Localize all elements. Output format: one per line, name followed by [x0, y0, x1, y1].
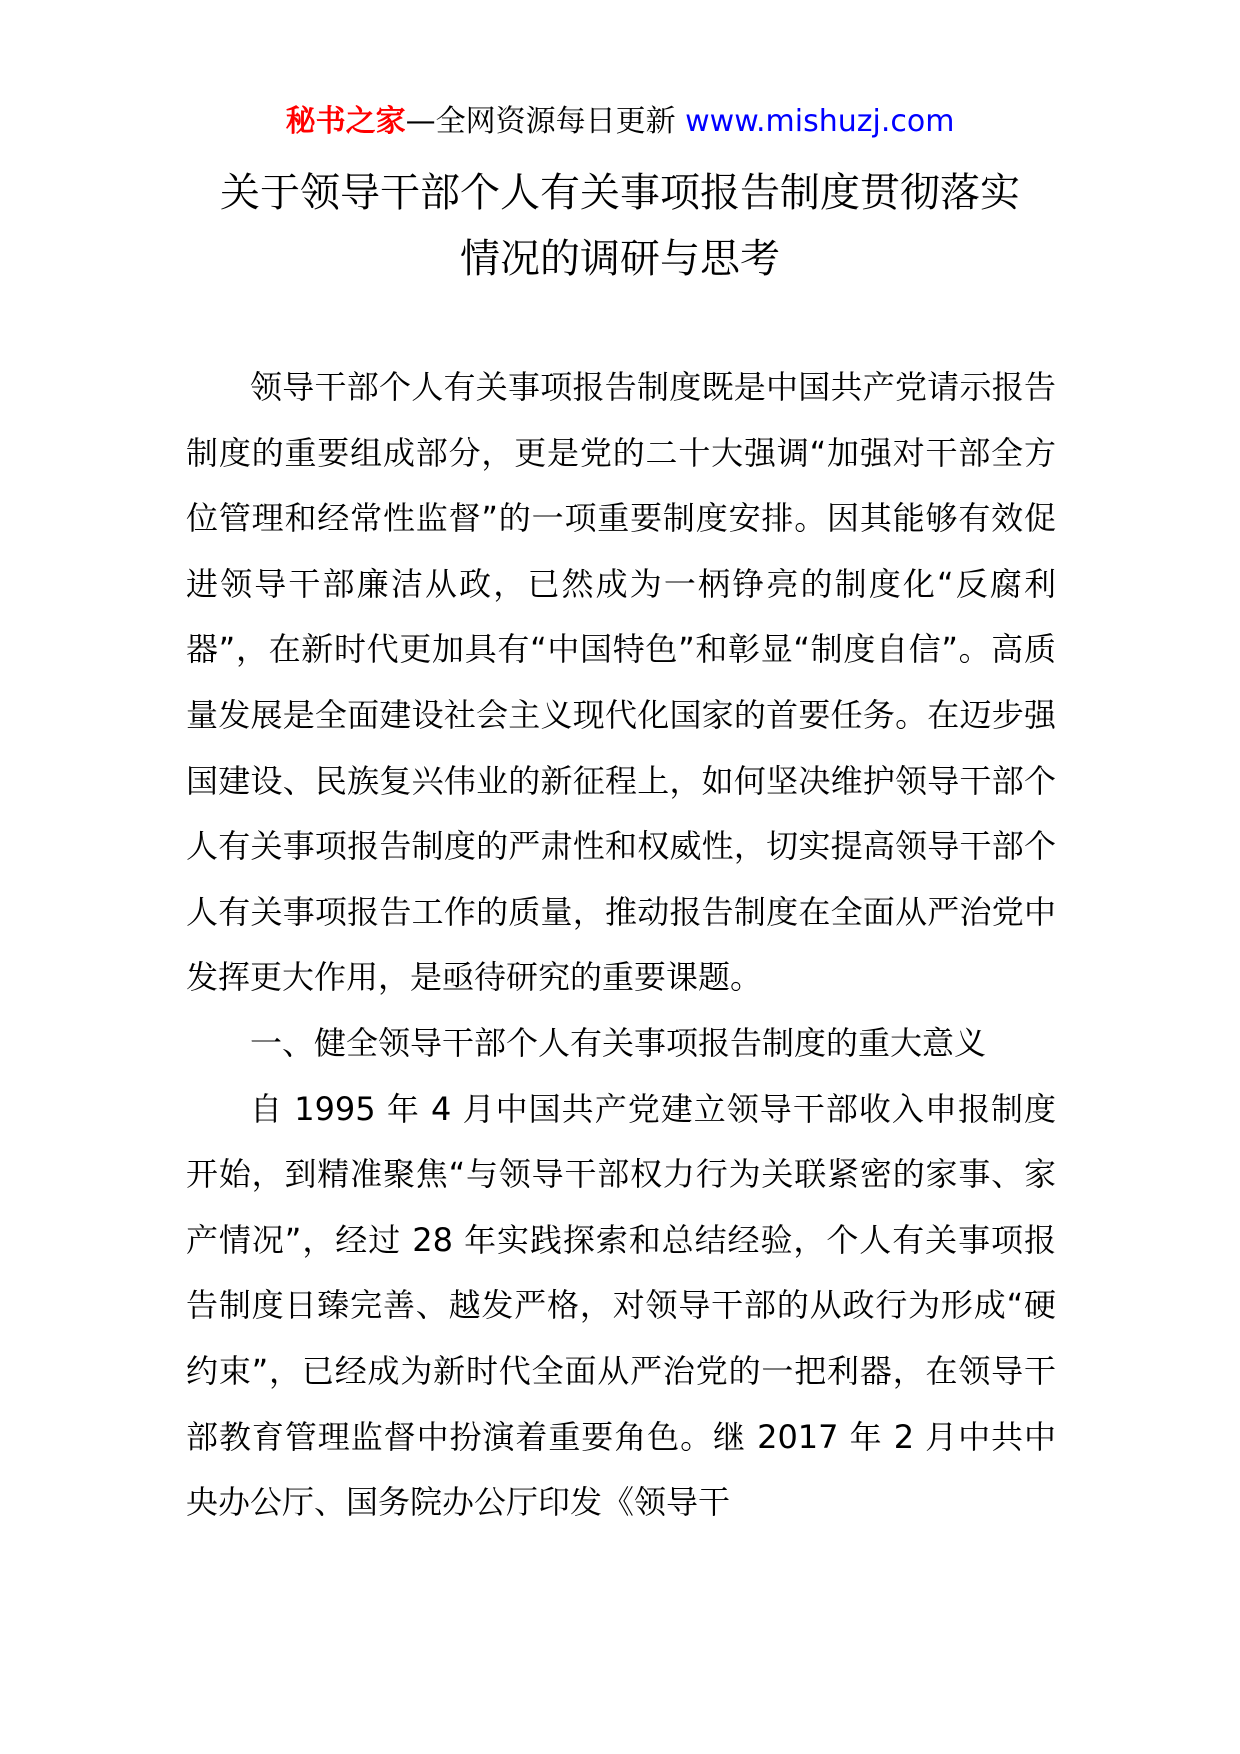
section-heading-1: 一、健全领导干部个人有关事项报告制度的重大意义 [250, 1023, 987, 1062]
site-url-link[interactable]: www.mishuzj.com [685, 104, 955, 139]
site-header [0, 100, 1240, 144]
document-title [140, 160, 1100, 292]
title-line-2: 情况的调研与思考 [460, 236, 780, 282]
header-tagline: —全网资源每日更新 [405, 104, 676, 139]
brand-name: 秘书之家 [285, 104, 406, 139]
document-body [186, 355, 1056, 1536]
paragraph-section-1: 自 1995 年 4 月中国共产党建立领导干部收入申报制度开始，到精准聚焦“与领导干部权力行为关联紧密的家事、家产情况”，经过 28 年实践探索和总结经验，个人有关事项报告制度日臻完善、越发严格，对领导干部的从政行为形成“硬约束”，已经成为新时代全面从严治党的一把利器，在领导干部教育管理监督中扮演着重要角色。继 2017 年 2 月中共中央办公厅、国务院办公厅印发《领导干 [186, 1089, 1056, 1522]
paragraph-intro: 领导干部个人有关事项报告制度既是中国共产党请示报告制度的重要组成部分，更是党的二十大强调“加强对干部全方位管理和经常性监督”的一项重要制度安排。因其能够有效促进领导干部廉洁从政，已然成为一柄铮亮的制度化“反腐利器”，在新时代更加具有“中国特色”和彰显“制度自信”。高质量发展是全面建设社会主义现代化国家的首要任务。在迈步强国建设、民族复兴伟业的新征程上，如何坚决维护领导干部个人有关事项报告制度的严肃性和权威性，切实提高领导干部个人有关事项报告工作的质量，推动报告制度在全面从严治党中发挥更大作用，是亟待研究的重要课题。 [186, 368, 1056, 997]
title-line-1: 关于领导干部个人有关事项报告制度贯彻落实 [220, 170, 1020, 216]
